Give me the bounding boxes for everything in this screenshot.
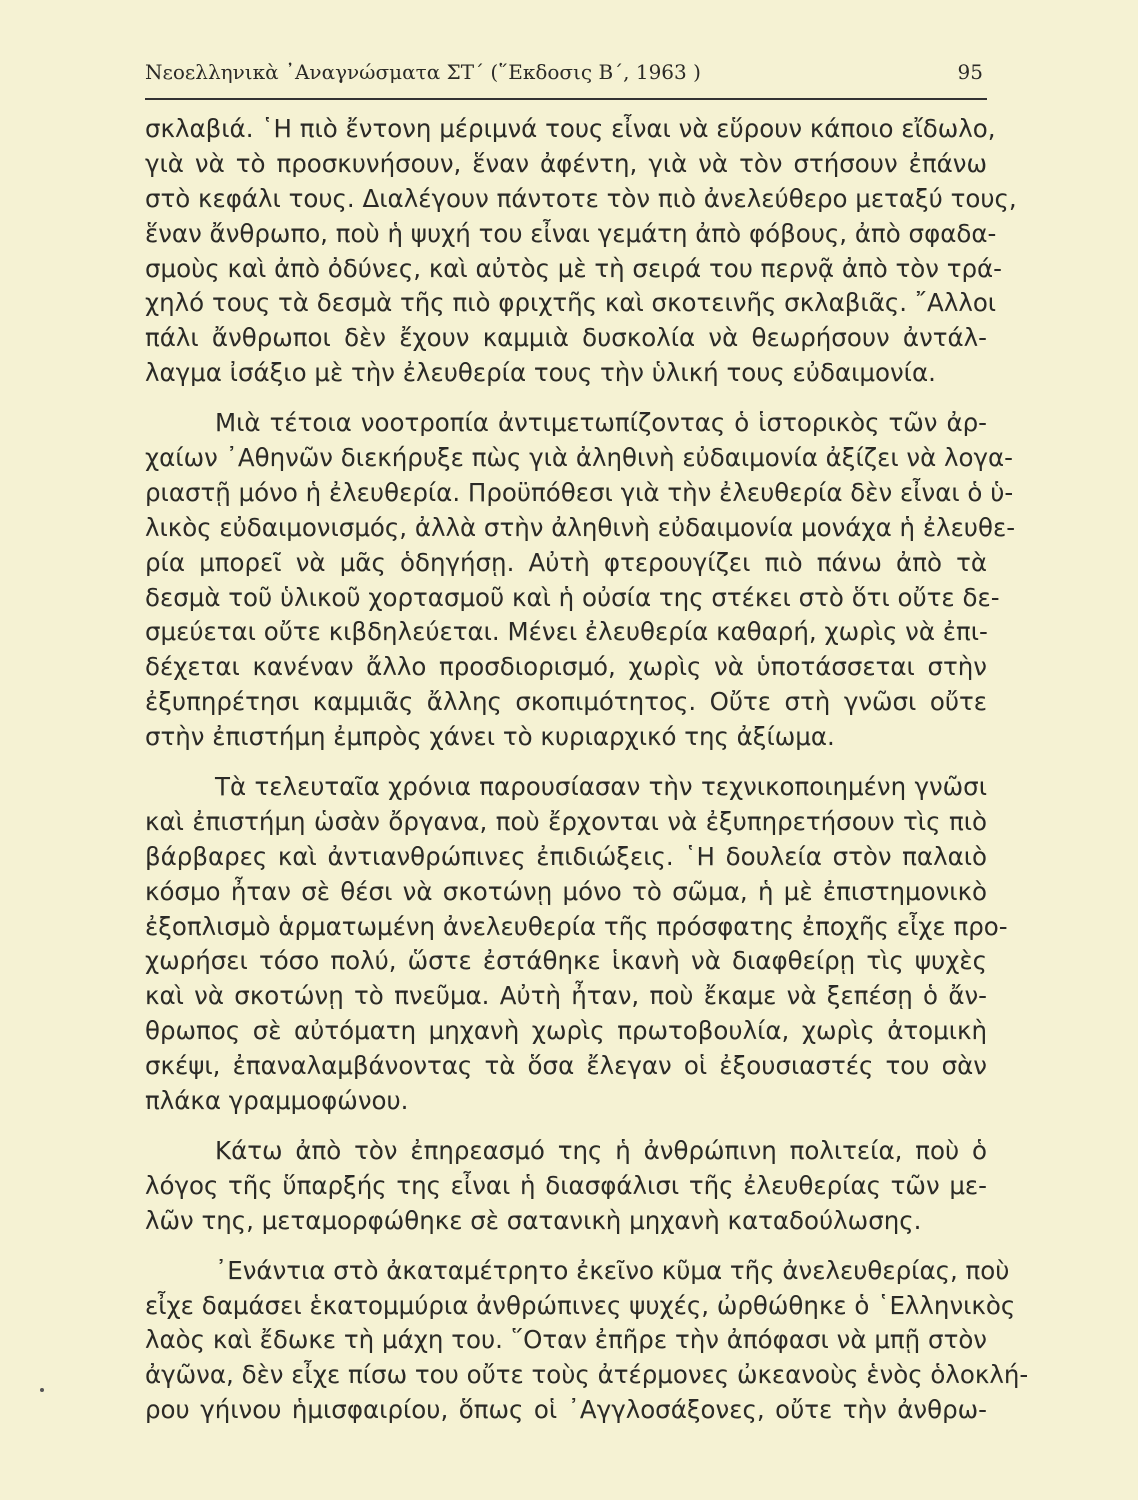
text-line: λῶν της, μεταμορφώθηκε σὲ σατανικὴ μηχανὴ καταδούλωσης. [145, 1205, 922, 1235]
text-line: ἐξυπηρέτησι καμμιᾶς ἄλλης σκοπιμότητος. Οὔτε στὴ γνῶσι οὔτε [145, 687, 987, 717]
text-line: λόγος τῆς ὕπαρξής της εἶναι ἡ διασφάλισι τῆς ἐλευθερίας τῶν με- [145, 1170, 987, 1200]
text-line: Μιὰ τέτοια νοοτροπία ἀντιμετωπίζοντας ὁ ἱστορικὸς τῶν ἀρ- [215, 408, 987, 438]
page-body [145, 112, 1029, 1428]
paragraph-gap [145, 391, 987, 406]
text-line: ᾿Ενάντια στὸ ἀκαταμέτρητο ἐκεῖνο κῦμα τῆς ἀνελευθερίας, ποὺ [215, 1255, 1010, 1285]
text-line: Τὰ τελευταῖα χρόνια παρουσίασαν τὴν τεχνικοποιημένη γνῶσι [215, 772, 987, 802]
text-line: ἀγῶνα, δὲν εἶχε πίσω του οὔτε τοὺς ἀτέρμονες ὠκεανοὺς ἑνὸς ὁλοκλή- [145, 1360, 1029, 1390]
text-line: ριαστῇ μόνο ἡ ἐλευθερία. Προϋπόθεσι γιὰ τὴν ἐλευθερία δὲν εἶναι ὁ ὑ- [145, 477, 1014, 507]
text-line: χηλό τους τὰ δεσμὰ τῆς πιὸ φριχτῆς καὶ σκοτεινῆς σκλαβιᾶς. ῎Αλλοι [145, 288, 997, 318]
running-header [145, 58, 987, 100]
text-line: χαίων ᾿Αθηνῶν διεκήρυξε πὼς γιὰ ἀληθινὴ εὐδαιμονία ἀξίζει νὰ λογα- [145, 443, 1014, 473]
text-line: καὶ νὰ σκοτώνῃ τὸ πνεῦμα. Αὐτὴ ἦταν, ποὺ ἔκαμε νὰ ξεπέσῃ ὁ ἄν- [145, 981, 987, 1011]
paragraph [145, 1134, 987, 1239]
text-line: δέχεται κανέναν ἄλλο προσδιορισμό, χωρὶς νὰ ὑποτάσσεται στὴν [145, 652, 987, 682]
text-line: λαγμα ἰσάξιο μὲ τὴν ἐλευθερία τους τὴν ὑλική τους εὐδαιμονία. [145, 358, 936, 388]
text-line: λαὸς καὶ ἔδωκε τὴ μάχη του. ῞Οταν ἐπῆρε τὴν ἀπόφασι νὰ μπῇ στὸν [145, 1325, 987, 1355]
text-line: σκλαβιά. ῾Η πιὸ ἔντονη μέριμνά τους εἶναι νὰ εὕρουν κάποιο εἴδωλο, [145, 114, 996, 143]
page-number: 95 [957, 60, 983, 84]
paragraph-gap [145, 1119, 987, 1134]
text-line: καὶ ἐπιστήμη ὡσὰν ὄργανα, ποὺ ἔρχονται νὰ ἐξυπηρετήσουν τὶς πιὸ [145, 806, 987, 836]
text-line: σμοὺς καὶ ἀπὸ ὀδύνες, καὶ αὐτὸς μὲ τὴ σειρά του περνᾷ ἀπὸ τὸν τρά- [145, 253, 1003, 283]
text-line: εἶχε δαμάσει ἑκατομμύρια ἀνθρώπινες ψυχές, ὠρθώθηκε ὁ ῾Ελληνικὸς [145, 1290, 1016, 1320]
text-line: πάλι ἄνθρωποι δὲν ἔχουν καμμιὰ δυσκολία νὰ θεωρήσουν ἀντάλ- [145, 323, 987, 353]
paragraph [145, 1254, 1029, 1428]
text-line: γιὰ νὰ τὸ προσκυνήσουν, ἕναν ἀφέντη, γιὰ νὰ τὸν στήσουν ἐπάνω [145, 148, 987, 178]
text-line: στὴν ἐπιστήμη ἐμπρὸς χάνει τὸ κυριαρχικό της ἀξίωμα. [145, 722, 835, 752]
text-line: στὸ κεφάλι τους. Διαλέγουν πάντοτε τὸν πιὸ ἀνελεύθερο μεταξύ τους, [145, 183, 1017, 213]
text-line: ἐξοπλισμὸ ἁρματωμένη ἀνελευθερία τῆς πρόσφατης ἐποχῆς εἶχε προ- [145, 911, 1008, 941]
book-title: Νεοελληνικὰ ᾿Αναγνώσματα ΣΤ΄ (῞Εκδοσις Β΄, 1963 ) [145, 60, 701, 84]
text-line: θρωπος σὲ αὐτόματη μηχανὴ χωρὶς πρωτοβουλία, χωρὶς ἀτομικὴ [145, 1016, 987, 1046]
text-line: βάρβαρες καὶ ἀντιανθρώπινες ἐπιδιώξεις. ῾Η δουλεία στὸν παλαιὸ [145, 841, 987, 871]
text-line: Κάτω ἀπὸ τὸν ἐπηρεασμό της ἡ ἀνθρώπινη πολιτεία, ποὺ ὁ [215, 1135, 987, 1165]
paragraph [145, 406, 1016, 755]
text-line: κόσμο ἦταν σὲ θέσι νὰ σκοτώνῃ μόνο τὸ σῶμα, ἡ μὲ ἐπιστημονικὸ [145, 876, 987, 906]
paragraph [145, 770, 1008, 1119]
scan-speck [40, 1388, 44, 1392]
text-line: σκέψι, ἐπαναλαμβάνοντας τὰ ὅσα ἔλεγαν οἱ ἐξουσιαστές του σὰν [145, 1051, 987, 1081]
text-line: ἕναν ἄνθρωπο, ποὺ ἡ ψυχή του εἶναι γεμάτη ἀπὸ φόβους, ἀπὸ σφαδα- [145, 218, 997, 248]
paragraph-gap [145, 1239, 987, 1254]
text-line: δεσμὰ τοῦ ὑλικοῦ χορτασμοῦ καὶ ἡ οὐσία της στέκει στὸ ὅτι οὔτε δε- [145, 582, 1000, 612]
paragraph-gap [145, 755, 987, 770]
text-line: λικὸς εὐδαιμονισμός, ἀλλὰ στὴν ἀληθινὴ εὐδαιμονία μονάχα ἡ ἐλευθε- [145, 512, 1016, 542]
text-line: σμεύεται οὔτε κιβδηλεύεται. Μένει ἐλευθερία καθαρή, χωρὶς νὰ ἐπι- [145, 617, 988, 647]
paragraph [145, 112, 1017, 391]
text-line: ρου γήινου ἡμισφαιρίου, ὅπως οἱ ᾿Αγγλοσάξονες, οὔτε τὴν ἀνθρω- [145, 1395, 987, 1425]
text-line: πλάκα γραμμοφώνου. [145, 1086, 409, 1116]
text-line: χωρήσει τόσο πολύ, ὥστε ἐστάθηκε ἱκανὴ νὰ διαφθείρῃ τὶς ψυχὲς [145, 946, 987, 976]
text-line: ρία μπορεῖ νὰ μᾶς ὁδηγήσῃ. Αὐτὴ φτερουγίζει πιὸ πάνω ἀπὸ τὰ [145, 547, 987, 577]
